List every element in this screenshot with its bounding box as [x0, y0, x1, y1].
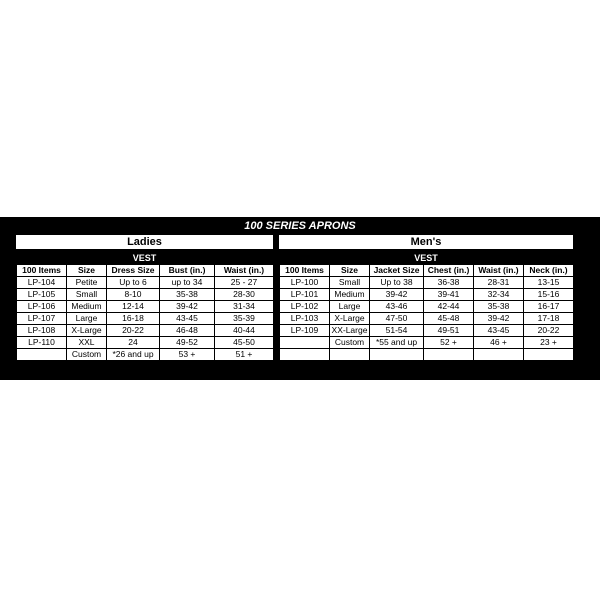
ladies-table-cell: 16-18: [107, 313, 160, 325]
mens-table-row: [280, 289, 574, 301]
ladies-table-cell: 35-38: [160, 289, 215, 301]
ladies-table-cell: *26 and up: [107, 349, 160, 361]
mens-table-cell: Custom: [330, 337, 370, 349]
ladies-header-row: [17, 265, 274, 277]
mens-table-cell: 16-17: [524, 301, 574, 313]
ladies-table-row: [17, 277, 274, 289]
mens-table-cell: 15-16: [524, 289, 574, 301]
ladies-table-cell: 35-39: [215, 313, 274, 325]
ladies-table-cell: Up to 6: [107, 277, 160, 289]
mens-table-cell: Large: [330, 301, 370, 313]
mens-table-cell: LP-100: [280, 277, 330, 289]
mens-table-cell: 36-38: [424, 277, 474, 289]
mens-header-items: 100 Items: [280, 265, 330, 277]
ladies-table-row: [17, 337, 274, 349]
mens-table-cell: 49-51: [424, 325, 474, 337]
ladies-table-row: [17, 289, 274, 301]
ladies-table-row: [17, 325, 274, 337]
mens-table-cell: 23 +: [524, 337, 574, 349]
mens-table-cell: 39-42: [370, 289, 424, 301]
mens-size-table: [279, 264, 574, 361]
ladies-size-table: [16, 264, 274, 361]
ladies-table-cell: LP-108: [17, 325, 67, 337]
mens-table-cell: [474, 349, 524, 361]
mens-table-cell: [370, 349, 424, 361]
ladies-table-cell: Medium: [67, 301, 107, 313]
ladies-header-dress-size: Dress Size: [107, 265, 160, 277]
mens-table-row: [280, 325, 574, 337]
mens-table-row: [280, 313, 574, 325]
mens-table-cell: LP-101: [280, 289, 330, 301]
mens-panel: [279, 235, 573, 361]
ladies-subtitle: VEST: [132, 253, 157, 263]
mens-table-cell: 20-22: [524, 325, 574, 337]
mens-header-row: [280, 265, 574, 277]
mens-table-row: [280, 277, 574, 289]
ladies-table-cell: 20-22: [107, 325, 160, 337]
mens-table-cell: LP-103: [280, 313, 330, 325]
mens-table-cell: 43-45: [474, 325, 524, 337]
mens-table-row: [280, 301, 574, 313]
ladies-table-cell: 49-52: [160, 337, 215, 349]
ladies-header-items: 100 Items: [17, 265, 67, 277]
mens-table-cell: 45-48: [424, 313, 474, 325]
mens-table-cell: Small: [330, 277, 370, 289]
ladies-table-cell: 12-14: [107, 301, 160, 313]
mens-table-cell: XX-Large: [330, 325, 370, 337]
mens-table-cell: 32-34: [474, 289, 524, 301]
ladies-header-bust: Bust (in.): [160, 265, 215, 277]
mens-table-cell: X-Large: [330, 313, 370, 325]
ladies-header-size: Size: [67, 265, 107, 277]
mens-subtitle: VEST: [414, 253, 438, 263]
mens-table-cell: 47-50: [370, 313, 424, 325]
mens-title: Men's: [279, 235, 573, 249]
mens-table-row: [280, 349, 574, 361]
mens-header-chest: Chest (in.): [424, 265, 474, 277]
mens-header-jacket-size: Jacket Size: [370, 265, 424, 277]
ladies-table-cell: [17, 349, 67, 361]
mens-table-cell: 43-46: [370, 301, 424, 313]
ladies-table-cell: 25 - 27: [215, 277, 274, 289]
ladies-table-cell: up to 34: [160, 277, 215, 289]
mens-table-cell: [280, 337, 330, 349]
ladies-table-cell: Large: [67, 313, 107, 325]
mens-table-cell: 39-41: [424, 289, 474, 301]
ladies-table-row: [17, 313, 274, 325]
mens-table-cell: 46 +: [474, 337, 524, 349]
ladies-table-cell: Petite: [67, 277, 107, 289]
ladies-table-cell: 40-44: [215, 325, 274, 337]
ladies-table-cell: Custom: [67, 349, 107, 361]
ladies-table-row: [17, 349, 274, 361]
mens-table-cell: 17-18: [524, 313, 574, 325]
ladies-title: Ladies: [16, 235, 273, 249]
mens-header-size: Size: [330, 265, 370, 277]
ladies-table-cell: LP-106: [17, 301, 67, 313]
ladies-header-waist: Waist (in.): [215, 265, 274, 277]
mens-table-cell: 28-31: [474, 277, 524, 289]
mens-table-cell: [330, 349, 370, 361]
mens-table-cell: *55 and up: [370, 337, 424, 349]
ladies-table-cell: 53 +: [160, 349, 215, 361]
chart-title: 100 SERIES APRONS: [244, 220, 356, 232]
mens-table-cell: 52 +: [424, 337, 474, 349]
ladies-table-row: [17, 301, 274, 313]
ladies-table-cell: 8-10: [107, 289, 160, 301]
ladies-table-cell: 31-34: [215, 301, 274, 313]
mens-table-cell: 42-44: [424, 301, 474, 313]
mens-table-cell: Up to 38: [370, 277, 424, 289]
ladies-table-cell: 28-30: [215, 289, 274, 301]
mens-table-cell: [424, 349, 474, 361]
mens-table-cell: [524, 349, 574, 361]
ladies-panel: [16, 235, 273, 361]
mens-table-cell: 39-42: [474, 313, 524, 325]
mens-header-waist: Waist (in.): [474, 265, 524, 277]
ladies-table-cell: LP-107: [17, 313, 67, 325]
ladies-table-cell: XXL: [67, 337, 107, 349]
ladies-table-cell: LP-110: [17, 337, 67, 349]
mens-table-cell: [280, 349, 330, 361]
ladies-table-cell: X-Large: [67, 325, 107, 337]
ladies-table-cell: 45-50: [215, 337, 274, 349]
mens-table-row: [280, 337, 574, 349]
ladies-table-cell: Small: [67, 289, 107, 301]
ladies-table-cell: LP-104: [17, 277, 67, 289]
ladies-table-cell: 39-42: [160, 301, 215, 313]
ladies-table-cell: LP-105: [17, 289, 67, 301]
ladies-table-cell: 24: [107, 337, 160, 349]
ladies-table-cell: 46-48: [160, 325, 215, 337]
ladies-table-cell: 43-45: [160, 313, 215, 325]
mens-table-cell: 35-38: [474, 301, 524, 313]
mens-table-cell: Medium: [330, 289, 370, 301]
mens-table-cell: 51-54: [370, 325, 424, 337]
mens-table-cell: 13-15: [524, 277, 574, 289]
mens-table-cell: LP-109: [280, 325, 330, 337]
ladies-table-cell: 51 +: [215, 349, 274, 361]
mens-header-neck: Neck (in.): [524, 265, 574, 277]
mens-table-cell: LP-102: [280, 301, 330, 313]
